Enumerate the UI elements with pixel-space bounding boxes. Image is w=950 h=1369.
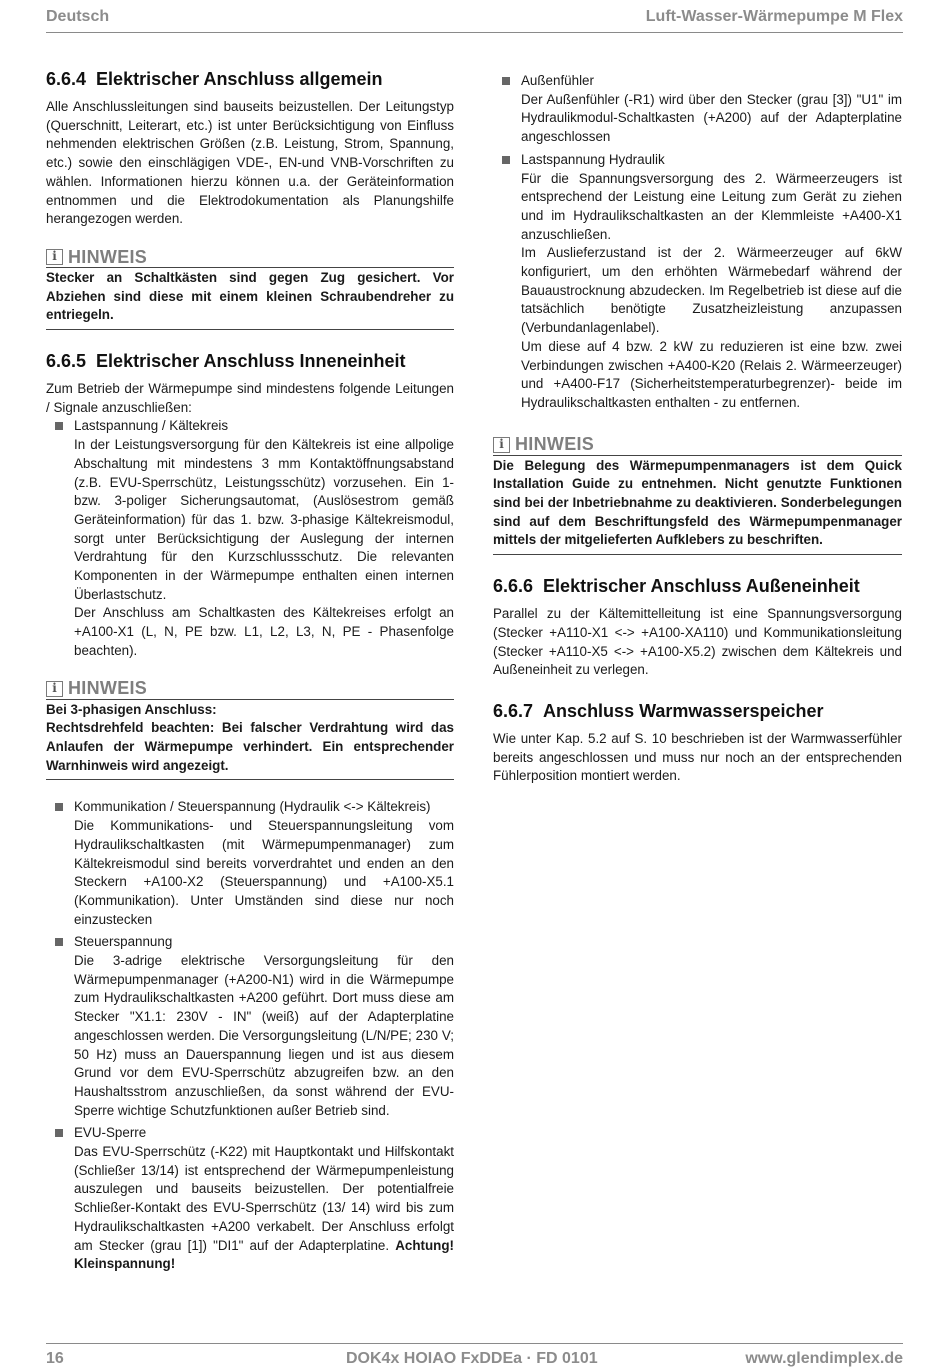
list-item [46, 1124, 454, 1274]
list-item-title: Kommunikation / Steuerspannung (Hydraulik <-> Kältekreis) [74, 799, 431, 815]
left-column [46, 68, 454, 1274]
square-bullet-icon [55, 422, 63, 430]
website-link[interactable]: www.glendimplex.de [745, 1350, 903, 1367]
section-text-6-6-6: Parallel zu der Kältemittelleitung ist eine Spannungsversorgung (Stecker +A110-X1 <-> +A100-XA110) und Kommunikationsleitung (Stecker +A110-X5 <-> +A100-X5.2) zwischen dem Kältekreis und Außeneinheit zu verlegen. [493, 606, 902, 678]
list-item [493, 151, 902, 413]
list-item-text: Im Auslieferzustand ist der 2. Wärmeerzeuger auf 6kW konfiguriert, um den erhöhten Wärmebedarf während der Bauaustrocknung abzudecken. Im Regelbetrieb ist diese auf die tatsächlich benötigte Zusatzheizleistung anzupassen (Verbundanlagenlabel). [521, 245, 902, 336]
note-box-3 [493, 435, 902, 556]
list-item-title: EVU-Sperre [74, 1125, 147, 1141]
note-text [46, 700, 454, 781]
note-text: Stecker an Schaltkästen sind gegen Zug gesichert. Vor Abziehen sind diese mit einem kleinen Schraubendreher zu entriegeln. [46, 268, 454, 330]
section-6-6-7 [493, 700, 902, 786]
square-bullet-icon [55, 803, 63, 811]
page-footer [46, 1343, 903, 1368]
square-bullet-icon [55, 938, 63, 946]
note-label: HINWEIS [68, 678, 148, 699]
right-column [493, 72, 902, 786]
page-number: 16 [46, 1350, 64, 1367]
list-item-text: Für die Spannungsversorgung des 2. Wärmeerzeugers ist entsprechend der Leistung eine Leitung zum Gerät zu ziehen und im Hydraulikschaltkasten an der Klemmleiste +A400-X1 anzuschließen. [521, 170, 902, 242]
list-item-text: Die 3-adrige elektrische Versorgungsleitung für den Wärmepumpenmanager (+A200-N1) wird in die Wärmepumpe zum Hydraulikschaltkasten +A200 geführt. Dort muss diese am Stecker "X1.1: 230V - IN" (weiß) auf der Adapterplatine angeschlossen werden. Die Versorgungsleitung (L/N/PE; 230 V; 50 Hz) muss an Dauerspannung liegen und ist aus diesem Grund vor dem EVU-Sperrschütz abzugreifen bzw. an den Haushaltsstrom anzuschließen, da sonst während der EVU- Sperre wichtige Schutzfunktionen außer Betrieb sind. [74, 953, 454, 1118]
section-heading-6-6-5: 6.6.5 Elektrischer Anschluss Inneneinheit [46, 351, 406, 372]
info-icon: i [46, 681, 63, 697]
document-code: DOK4x HOIAO FxDDEa · FD 0101 [346, 1350, 598, 1367]
list-item-title: Lastspannung Hydraulik [521, 151, 665, 167]
note-text: Die Belegung des Wärmepumpenmanagers ist dem Quick Installation Guide zu entnehmen. Nicht genutzte Funktionen sind bei der Inbetriebnahme zu deaktivieren. Sonderbelegungen sind auf dem Beschriftungsfeld des Wärmepumpenmanager mittels der mitgelieferten Aufklebers zu beschriften. [493, 456, 902, 556]
list-item-title: Lastspannung / Kältekreis [74, 418, 229, 434]
section-6-6-5 [46, 350, 454, 661]
list-item [46, 933, 454, 1120]
connection-list-2 [46, 798, 454, 1274]
list-item-title: Steuerspannung [74, 934, 173, 950]
square-bullet-icon [502, 77, 510, 85]
connection-list [46, 417, 454, 660]
list-item-text: Um diese auf 4 bzw. 2 kW zu reduzieren ist eine bzw. zwei Verbindungen zwischen +A400-K20 (Relais 2. Wärmeerzeuger) und +A400-F17 (Sicherheitstemperaturbegrenzer)- beide im Hydraulikschaltkasten enthalten - zu entfernen. [521, 338, 902, 410]
connection-list-3 [493, 72, 902, 413]
section-heading-6-6-6: 6.6.6 Elektrischer Anschluss Außeneinheit [493, 576, 860, 597]
list-item-text: Der Außenfühler (-R1) wird über den Stecker (grau [3]) "U1" im Hydraulikmodul-Schaltkasten (+A200) auf der Adapterplatine angeschlossen [521, 91, 902, 145]
header-language: Deutsch [46, 8, 110, 25]
list-item-text: Der Anschluss am Schaltkasten des Kältekreises erfolgt an +A100-X1 (L, N, PE bzw. L1, L2, L3, N, PE - Phasenfolge beachten). [74, 605, 454, 658]
note-line: Rechtsdrehfeld beachten: Bei falscher Verdrahtung wird das Anlaufen der Wärmepumpe verhindert. Ein entsprechender Warnhinweis wird angezeigt. [46, 720, 454, 773]
note-box-2 [46, 679, 454, 781]
section-text-6-6-4: Alle Anschlussleitungen sind bauseits beizustellen. Der Leitungstyp (Querschnitt, Leiterart, etc.) ist unter Berücksichtigung von Einfluss nehmenden elektrischen Größen (z.B. Leistung, Strom, Spannung, etc.) sowie den einschlägigen VDE-, EN-und VNB-Vorschriften zu wählen. Informationen hierzu können u.a. der Geräteinformation entnommen und die Elektrodokumentation als Planungshilfe herangezogen werden. [46, 99, 454, 227]
info-icon: i [46, 249, 63, 265]
section-text-6-6-7: Wie unter Kap. 5.2 auf S. 10 beschrieben ist der Warmwasserfühler bereits angeschlossen und muss nur noch an der entsprechenden Fühlerposition montiert werden. [493, 730, 902, 784]
section-6-6-6 [493, 575, 902, 680]
section-intro-6-6-5: Zum Betrieb der Wärmepumpe sind mindestens folgende Leitungen / Signale anzuschließen: [46, 381, 454, 415]
list-item [493, 72, 902, 147]
page-header [46, 8, 903, 33]
list-item [46, 417, 454, 660]
list-item-text: Das EVU-Sperrschütz (-K22) mit Hauptkontakt und Hilfskontakt (Schließer 13/14) ist entsprechend der Wärmepumpenleistung auszulegen und bauseits beizustellen. Der potentialfreie Schließer-Kontakt des EVU-Sperrschütz (13/ 14) wird bis zum Hydraulikschaltkasten +A200 verkabelt. Der Anschluss erfolgt am Stecker (grau [1]) "DI1" auf der Adapterplatine. Achtung! Kleinspannung! [74, 1144, 454, 1272]
section-heading-6-6-7: 6.6.7 Anschluss Warmwasserspeicher [493, 700, 824, 721]
list-item-title: Außenfühler [521, 73, 594, 88]
note-box-1 [46, 247, 454, 330]
warning-text: Achtung! Kleinspannung! [74, 1237, 454, 1272]
info-icon: i [493, 437, 510, 453]
list-item-text: In der Leistungsversorgung für den Kältekreis ist eine allpolige Abschaltung mit mindestens 3 mm Kontaktöffnungsabstand (z.B. EVU-Sperrschütz, Leistungsschütz) vorzusehen. Ein 1- bzw. 3-poliger Sicherungsautomat, (Auslösestrom gemäß Geräteinformation) für das 1. bzw. 3-phasige Kältekreismodul, sorgt unter Berücksichtigung der Auslegung der internen Verdrahtung für den Kurzschlussschutz. Die relevanten Komponenten in der Wärmepumpe enthalten einen internen Überlastschutz. [74, 437, 454, 602]
list-item-text: Die Kommunikations- und Steuerspannungsleitung vom Hydraulikschaltkasten (mit Wärmepumpenmanager) zum Kältekreismodul sind bereits vorverdrahtet und enden an den Steckern +A100-X2 (Steuerspannung) und +A100-X5.1 (Kommunikation). Unter Umständen sind diese nur noch einzustecken [74, 818, 454, 927]
section-heading-6-6-4: 6.6.4 Elektrischer Anschluss allgemein [46, 69, 383, 89]
square-bullet-icon [502, 156, 510, 164]
header-product: Luft-Wasser-Wärmepumpe M Flex [645, 8, 903, 25]
square-bullet-icon [55, 1129, 63, 1137]
note-label: HINWEIS [515, 434, 595, 455]
note-line: Bei 3-phasigen Anschluss: [46, 701, 217, 717]
list-item [46, 798, 454, 929]
note-label: HINWEIS [68, 246, 148, 267]
